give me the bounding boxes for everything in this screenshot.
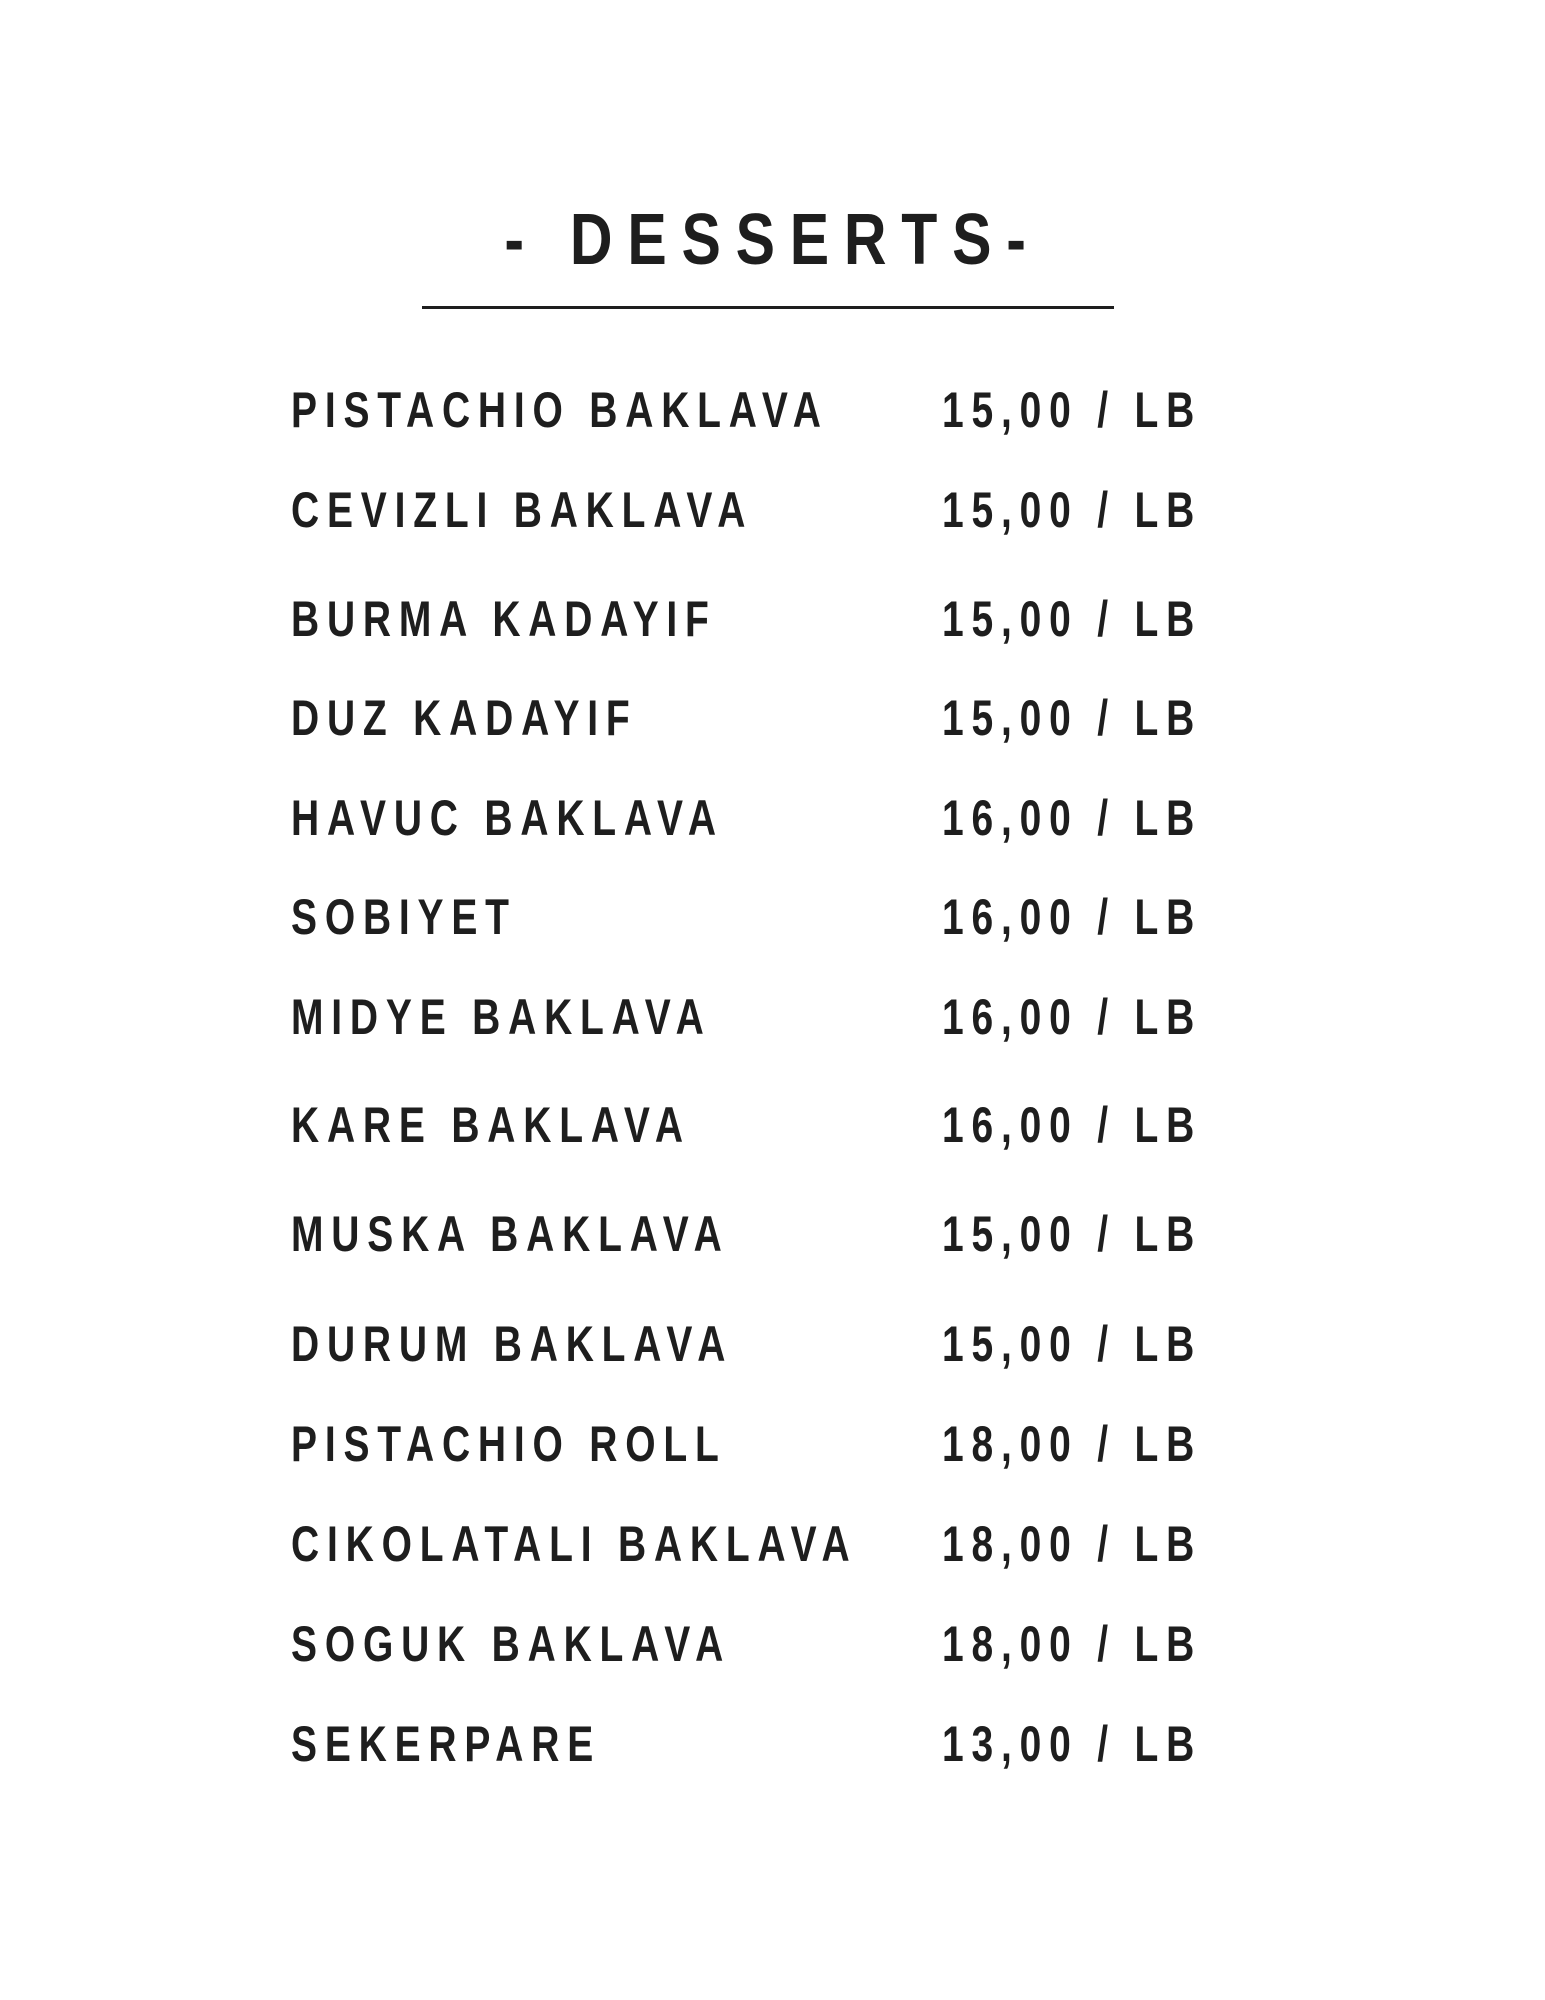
item-name: MUSKA BAKLAVA: [291, 1206, 730, 1262]
item-name: PISTACHIO BAKLAVA: [291, 382, 829, 438]
item-price: 16,00 / LB: [942, 989, 1203, 1045]
item-price: 16,00 / LB: [942, 1097, 1203, 1153]
menu-item: [0, 1714, 1545, 1774]
item-name: DURUM BAKLAVA: [291, 1316, 734, 1372]
menu-item: [0, 1514, 1545, 1574]
menu-item: [0, 380, 1545, 440]
menu-item: [0, 1095, 1545, 1155]
item-price: 15,00 / LB: [942, 482, 1203, 538]
menu-title: - DESSERTS-: [504, 200, 1041, 280]
menu-item: [0, 589, 1545, 649]
item-price: 18,00 / LB: [942, 1416, 1203, 1472]
menu-item: [0, 688, 1545, 748]
item-name: BURMA KADAYIF: [291, 591, 717, 647]
item-price: 16,00 / LB: [942, 790, 1203, 846]
menu-item: [0, 1314, 1545, 1374]
item-name: DUZ KADAYIF: [291, 690, 638, 746]
item-price: 15,00 / LB: [942, 1316, 1203, 1372]
item-name: SOGUK BAKLAVA: [291, 1616, 732, 1672]
item-name: HAVUC BAKLAVA: [291, 790, 724, 846]
item-price: 18,00 / LB: [942, 1516, 1203, 1572]
item-name: KARE BAKLAVA: [291, 1097, 691, 1153]
item-name: CEVIZLI BAKLAVA: [291, 482, 754, 538]
menu-item: [0, 987, 1545, 1047]
menu-item: [0, 1414, 1545, 1474]
item-price: 15,00 / LB: [942, 690, 1203, 746]
item-price: 15,00 / LB: [942, 1206, 1203, 1262]
item-price: 15,00 / LB: [942, 382, 1203, 438]
item-name: CIKOLATALI BAKLAVA: [291, 1516, 858, 1572]
item-price: 15,00 / LB: [942, 591, 1203, 647]
title-divider: [422, 306, 1114, 309]
item-name: SEKERPARE: [291, 1716, 602, 1772]
item-price: 18,00 / LB: [942, 1616, 1203, 1672]
menu-item: [0, 480, 1545, 540]
item-name: PISTACHIO ROLL: [291, 1416, 727, 1472]
item-price: 13,00 / LB: [942, 1716, 1203, 1772]
menu-item: [0, 788, 1545, 848]
menu-item: [0, 887, 1545, 947]
item-price: 16,00 / LB: [942, 889, 1203, 945]
menu-item: [0, 1204, 1545, 1264]
menu-item: [0, 1614, 1545, 1674]
item-name: SOBIYET: [291, 889, 517, 945]
item-name: MIDYE BAKLAVA: [291, 989, 712, 1045]
